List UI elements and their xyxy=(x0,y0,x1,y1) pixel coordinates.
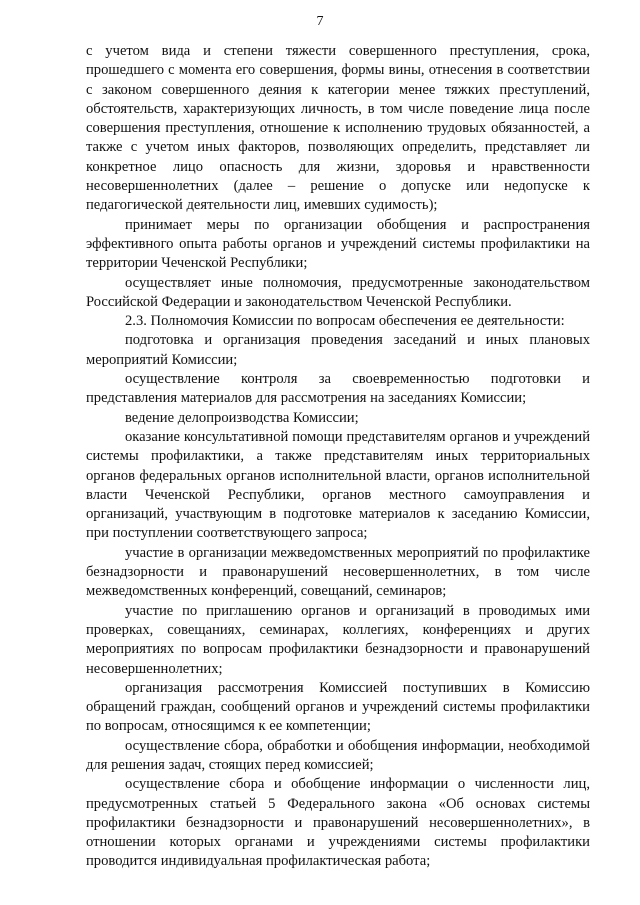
paragraph-inspections-participation: участие по приглашению органов и организаций в проводимых ими проверках, совещаниях, семинарах, коллегиях, конференциях и других мероприятиях по вопросам профилактики безнадзорности и правонарушений несовершеннолетних; xyxy=(86,602,590,677)
paragraph-interagency-events: участие в организации межведомственных мероприятий по профилактике безнадзорности и правонарушений несовершеннолетних, в том числе межведомственных конференций, совещаний, семинаров; xyxy=(86,544,590,600)
paragraph-continuation: с учетом вида и степени тяжести совершенного преступления, срока, прошедшего с момента его совершения, формы вины, отнесения в соответствии с законом совершенного деяния к категории менее тяжких преступлений, обстоятельств, характеризующих личность, в том числе поведение лица после совершения преступления, отношение к исполнению трудовых обязанностей, а также с учетом иных факторов, позволяющих определить, представляет ли конкретное лицо опасность для жизни, здоровья и нравственности несовершеннолетних (далее – решение о допуске или недопуске к педагогической деятельности лиц, имевших судимость); xyxy=(86,43,590,214)
paragraph-other-powers: осуществляет иные полномочия, предусмотренные законодательством Российской Федерации и законодательством Чеченской Республики. xyxy=(86,274,590,310)
paragraph-information-collection: осуществление сбора, обработки и обобщения информации, необходимой для решения задач, стоящих перед комиссией; xyxy=(86,737,590,773)
page-number: 7 xyxy=(316,14,324,29)
paragraph-meetings-preparation: подготовка и организация проведения заседаний и иных плановых мероприятий Комиссии; xyxy=(86,332,590,368)
section-heading-2-3: 2.3. Полномочия Комиссии по вопросам обеспечения ее деятельности: xyxy=(125,313,565,330)
paragraph-record-keeping: ведение делопроизводства Комиссии; xyxy=(125,409,359,426)
paragraph-materials-control: осуществление контроля за своевременностью подготовки и представления материалов для рассмотрения на заседаниях Комиссии; xyxy=(86,371,590,407)
paragraph-appeals-review: организация рассмотрения Комиссией поступивших в Комиссию обращений граждан, сообщений органов и учреждений системы профилактики по вопросам, относящимся к ее компетенции; xyxy=(86,679,590,735)
paragraph-consultative-help: оказание консультативной помощи представителям органов и учреждений системы профилактики, а также представителям иных территориальных органов федеральных органов исполнительной власти, органов исполнительной власти Чеченской Республики, органов местного самоуправления и организаций, участвующим в подготовке материалов к заседанию Комиссии, при поступлении соответствующего запроса; xyxy=(86,428,590,542)
document-body xyxy=(86,42,590,872)
paragraph-experience-dissemination: принимает меры по организации обобщения и распространения эффективного опыта работы органов и учреждений системы профилактики на территории Чеченской Республики; xyxy=(86,216,590,272)
paragraph-persons-statistics: осуществление сбора и обобщение информации о численности лиц, предусмотренных статьей 5 Федерального закона «Об основах системы профилактики безнадзорности и правонарушений несовершеннолетних», в отношении которых органами и учреждениями системы профилактики проводится индивидуальная профилактическая работа; xyxy=(86,776,590,870)
